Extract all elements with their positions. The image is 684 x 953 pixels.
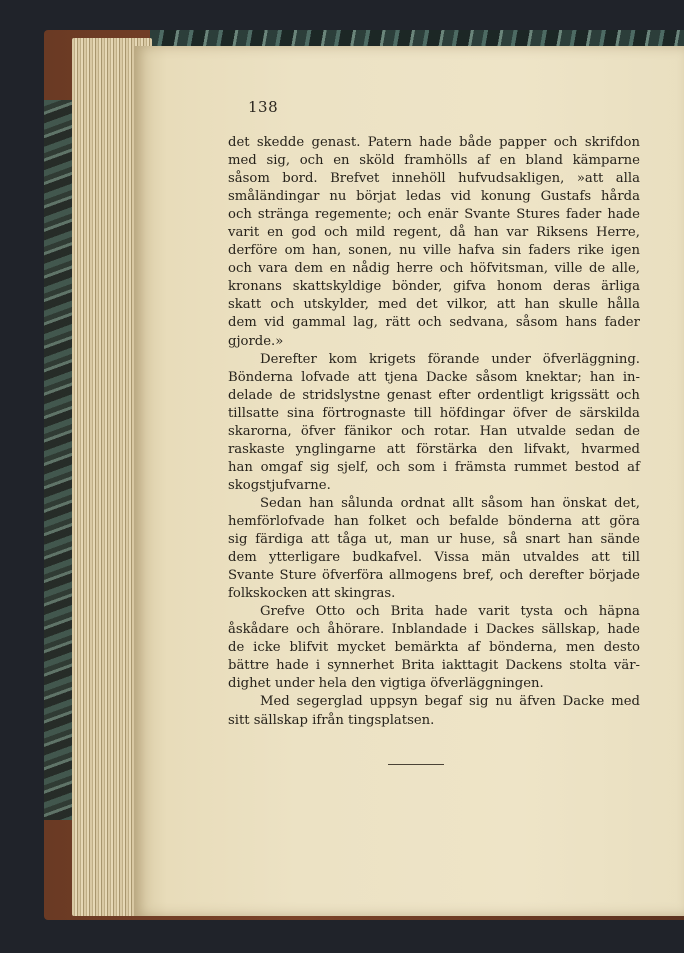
- text-line: Sedan han sålunda ordnat allt såsom han önskat det,: [260, 495, 640, 511]
- text-line: varit en god och mild regent, då han var Riksens Herre,: [228, 225, 640, 241]
- text-line: dighet under hela den vigtiga öfverläggningen.: [228, 676, 544, 692]
- text-line: raskaste ynglingarne att förstärka den lifvakt, hvarmed: [228, 441, 640, 457]
- text-line: såsom bord. Brefvet innehöll hufvudsakligen, »att alla: [228, 171, 640, 187]
- text-line: dem vid gammal lag, rätt och sedvana, såsom hans fader: [228, 315, 640, 331]
- text-line: det skedde genast. Patern hade både papper och skrifdon: [228, 135, 640, 150]
- text-line: Svante Sture öfverföra allmogens bref, och derefter började: [228, 568, 640, 584]
- text-line: Bönderna lofvade att tjena Dacke såsom knektar; han in-: [228, 369, 640, 385]
- text-line: Grefve Otto och Brita hade varit tysta och häpna: [260, 604, 640, 620]
- text-line: sig färdiga att tåga ut, man ur huse, så snart han sände: [228, 532, 640, 548]
- text-line: tillsatte sina förtrognaste till höfdingar öfver de särskilda: [228, 405, 640, 421]
- text-line: folkskocken att skingras.: [228, 586, 396, 602]
- text-line: sitt sällskap ifrån tingsplatsen.: [228, 712, 435, 728]
- text-line: och vara dem en nådig herre och höfvitsman, ville de alle,: [228, 261, 640, 277]
- text-line: Derefter kom krigets förande under öfverläggning.: [260, 351, 640, 367]
- page-number: 138: [248, 98, 279, 116]
- body-text: [228, 134, 640, 730]
- text-line: hemförlofvade han folket och befalde bönderna att göra: [228, 513, 640, 529]
- text-line: skatt och utskylder, med det vilkor, att han skulle hålla: [228, 297, 640, 313]
- text-line: de icke blifvit mycket bemärkta af bönderna, men desto: [228, 640, 640, 656]
- text-line: kronans skattskyldige bönder, gifva honom deras ärliga: [228, 279, 640, 295]
- text-line: derföre om han, sonen, nu ville hafva sin faders rike igen: [228, 243, 640, 259]
- text-line: med sig, och en sköld framhölls af en bland kämparne: [228, 153, 640, 169]
- text-line: delade de stridslystne genast efter ordentligt krigssätt och: [228, 387, 640, 403]
- text-line: bättre hade i synnerhet Brita iakttagit Dackens stolta vär-: [228, 658, 640, 674]
- text-line: och stränga regemente; och enär Svante Stures fader hade: [228, 207, 640, 223]
- text-line: gjorde.»: [228, 333, 284, 349]
- text-line: dem ytterligare budkafvel. Vissa män utvaldes att till: [228, 550, 640, 566]
- marbled-board-left: [44, 100, 74, 820]
- text-line: skarorna, öfver fänikor och rotar. Han utvalde sedan de: [228, 423, 640, 439]
- marbled-board-top: [150, 30, 684, 46]
- text-line: Med segerglad uppsyn begaf sig nu äfven Dacke med: [260, 694, 640, 710]
- text-line: småländingar nu börjat ledas vid konung Gustafs hårda: [228, 189, 640, 205]
- text-line: han omgaf sig sjelf, och som i främsta rummet bestod af: [228, 459, 640, 475]
- section-divider: [388, 764, 444, 765]
- text-line: åskådare och åhörare. Inblandade i Dackes sällskap, hade: [228, 622, 640, 638]
- text-line: skogstjufvarne.: [228, 477, 331, 493]
